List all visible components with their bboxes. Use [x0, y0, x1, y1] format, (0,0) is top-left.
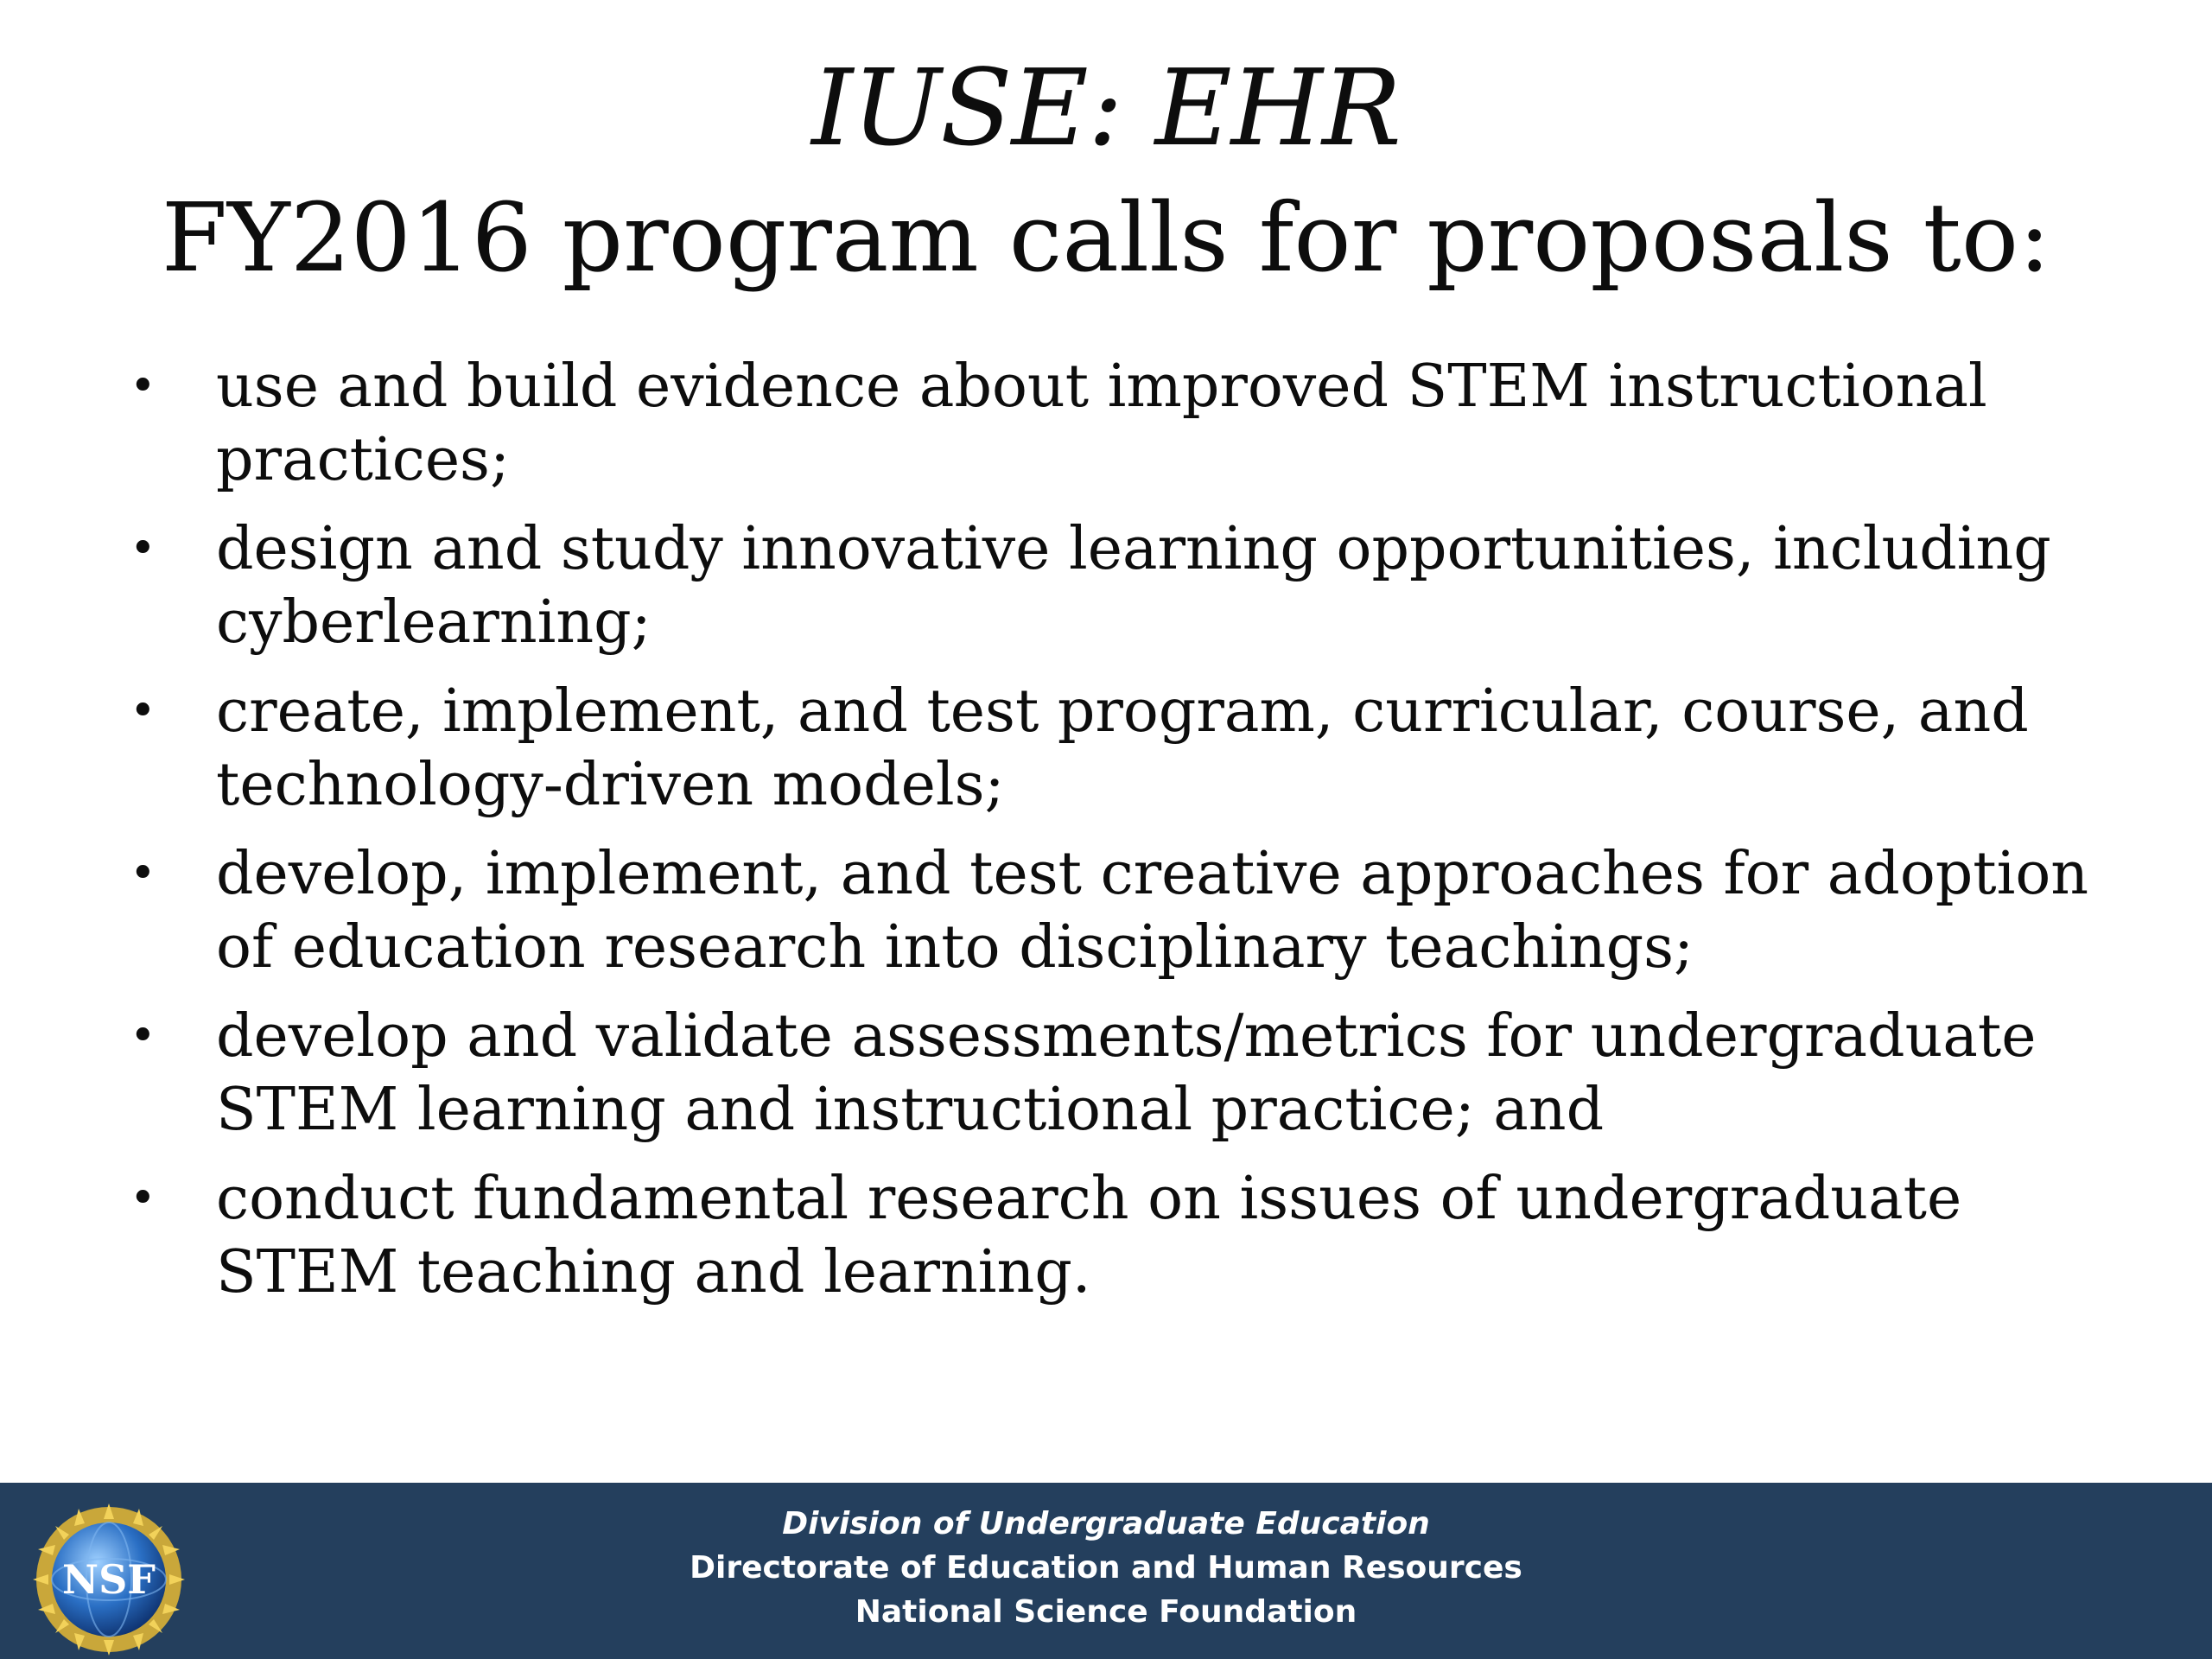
bullet-text: design and study innovative learning opportunities, including cyberlearning;	[216, 515, 2051, 657]
bullet-item	[130, 1000, 2117, 1147]
footer-directorate: Directorate of Education and Human Resources	[690, 1550, 1522, 1586]
footer-division: Division of Undergraduate Education	[782, 1506, 1430, 1541]
bullet-dot-icon: •	[130, 1010, 156, 1062]
bullet-text: develop and validate assessments/metrics for undergraduate STEM learning and instructional practice; and	[216, 1002, 2037, 1144]
bullet-item	[130, 512, 2117, 659]
bullet-dot-icon: •	[130, 523, 156, 575]
bullet-text: develop, implement, and test creative approaches for adoption of education research into disciplinary teachings;	[216, 840, 2089, 982]
bullet-item	[130, 675, 2117, 822]
bullet-list	[130, 350, 2117, 1325]
footer-text-block	[0, 1502, 2212, 1634]
bullet-dot-icon: •	[130, 685, 156, 737]
bullet-dot-icon: •	[130, 848, 156, 899]
bullet-text: create, implement, and test program, curricular, course, and technology-driven models;	[216, 677, 2029, 819]
bullet-dot-icon: •	[130, 1173, 156, 1224]
footer-foundation: National Science Foundation	[855, 1594, 1357, 1630]
nsf-logo-text: NSF	[62, 1556, 156, 1603]
title-subtitle: FY2016 program calls for proposals to:	[161, 182, 2051, 293]
bullet-item	[130, 837, 2117, 984]
bullet-dot-icon: •	[130, 360, 156, 412]
slide-title	[0, 43, 2212, 302]
bullet-item	[130, 1162, 2117, 1309]
bullet-text: use and build evidence about improved STEM instructional practices;	[216, 353, 1987, 494]
title-program-name: IUSE: EHR	[811, 47, 1401, 169]
bullet-text: conduct fundamental research on issues of undergraduate STEM teaching and learning.	[216, 1165, 1962, 1306]
footer-bar	[0, 1483, 2212, 1659]
bullet-item	[130, 350, 2117, 497]
